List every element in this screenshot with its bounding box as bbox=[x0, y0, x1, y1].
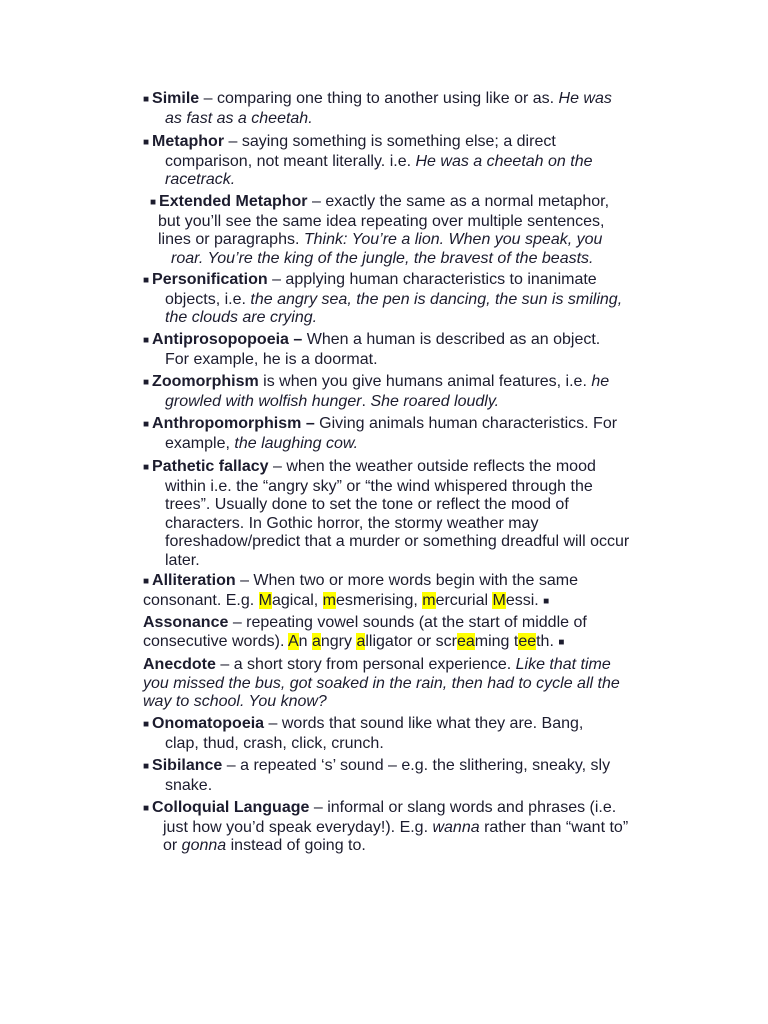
definition: – repeating vowel sounds (at the start of middle of bbox=[232, 614, 587, 631]
word-rest: essi. bbox=[505, 591, 539, 609]
example: She roared loudly. bbox=[370, 392, 500, 410]
bullet-icon: ■ bbox=[143, 462, 150, 473]
example: racetrack. bbox=[165, 171, 236, 188]
definition: – comparing one thing to another using like or as. bbox=[203, 90, 559, 107]
word-rest: esmerising, bbox=[336, 591, 423, 609]
entry-antiprosopopoeia bbox=[143, 331, 683, 369]
definition: – exactly the same as a normal metaphor, bbox=[311, 193, 610, 210]
highlight: m bbox=[322, 591, 336, 609]
definition: instead of going to. bbox=[226, 837, 366, 854]
definition: – words that sound like what they are. Bang, bbox=[268, 715, 584, 732]
definition: consonant. E.g. bbox=[143, 591, 259, 609]
word-rest: n bbox=[298, 632, 312, 650]
definition: – a short story from personal experience. bbox=[220, 656, 516, 673]
definition: comparison, not meant literally. i.e. bbox=[165, 152, 416, 170]
definition: is when you give humans animal features, i.e. bbox=[263, 373, 592, 390]
entry-simile bbox=[143, 90, 683, 128]
entry-alliteration bbox=[143, 572, 683, 611]
word-rest: agical, bbox=[271, 591, 323, 609]
definition: Giving animals human characteristics. For bbox=[319, 415, 618, 432]
definition: but you’ll see the same idea repeating over multiple sentences, bbox=[158, 212, 605, 230]
term: Zoomorphism bbox=[152, 373, 259, 390]
highlight: ee bbox=[518, 632, 537, 650]
entry-assonance bbox=[143, 614, 683, 652]
bullet-icon: ■ bbox=[558, 636, 565, 648]
term: Personification bbox=[152, 271, 268, 288]
definition: For example, he is a doormat. bbox=[165, 350, 378, 368]
bullet-icon: ■ bbox=[143, 377, 150, 388]
term: Alliteration bbox=[152, 572, 236, 589]
definition: – informal or slang words and phrases (i.e. bbox=[313, 799, 617, 816]
definition: characters. In Gothic horror, the stormy weather may bbox=[165, 514, 539, 532]
definition: snake. bbox=[165, 776, 213, 794]
term: Metaphor bbox=[152, 133, 225, 150]
example: he bbox=[591, 373, 610, 390]
example: He was a cheetah on the bbox=[415, 152, 593, 170]
definition: – When two or more words begin with the same bbox=[240, 572, 578, 589]
bullet-icon: ■ bbox=[143, 803, 150, 814]
highlight: a bbox=[356, 632, 366, 650]
bullet-icon: ■ bbox=[143, 275, 150, 286]
definition: rather than “want to” bbox=[479, 818, 629, 836]
bullet-icon: ■ bbox=[143, 761, 150, 772]
word-rest: ngry bbox=[320, 632, 357, 650]
definition: later. bbox=[165, 551, 200, 569]
bullet-icon: ■ bbox=[143, 137, 150, 148]
term: Simile bbox=[152, 90, 200, 107]
highlight: A bbox=[287, 632, 299, 650]
punctuation: . bbox=[361, 392, 371, 410]
definition: example, bbox=[165, 434, 235, 452]
example: the clouds are crying. bbox=[165, 309, 318, 326]
example: He was bbox=[558, 90, 612, 107]
definition: trees”. Usually done to set the tone or reflect the mood of bbox=[165, 496, 569, 513]
definition: When a human is described as an object. bbox=[306, 331, 601, 348]
entry-onomatopoeia bbox=[143, 715, 683, 753]
example: the angry sea, the pen is dancing, the sun is smiling, bbox=[250, 290, 623, 308]
entry-metaphor bbox=[143, 133, 683, 190]
bullet-icon: ■ bbox=[143, 335, 150, 346]
entry-sibilance bbox=[143, 757, 683, 795]
example: gonna bbox=[181, 837, 227, 854]
highlight: m bbox=[422, 591, 436, 609]
example: way to school bbox=[143, 693, 240, 710]
example: growled with wolfish hunger bbox=[165, 392, 362, 410]
example: as fast as a cheetah. bbox=[165, 109, 313, 127]
example: wanna bbox=[432, 818, 480, 836]
bullet-icon: ■ bbox=[143, 419, 150, 430]
term: Pathetic fallacy bbox=[152, 458, 269, 475]
definition: lines or paragraphs. bbox=[158, 231, 304, 248]
example: Think: You’re a lion. When you speak, you bbox=[303, 231, 603, 248]
definition: – applying human characteristics to inanimate bbox=[272, 271, 597, 288]
highlight: ea bbox=[456, 632, 475, 650]
term: Anthropomorphism – bbox=[152, 415, 315, 432]
bullet-icon: ■ bbox=[143, 719, 150, 730]
word-rest: th. bbox=[536, 632, 554, 650]
bullet-icon: ■ bbox=[143, 576, 150, 587]
definition: objects, i.e. bbox=[165, 290, 251, 308]
highlight: a bbox=[311, 632, 321, 650]
entry-extended-metaphor bbox=[150, 193, 690, 268]
entry-colloquial-language bbox=[143, 799, 683, 856]
entry-anthropomorphism bbox=[143, 415, 683, 453]
definition: foreshadow/predict that a murder or something dreadful will occur bbox=[165, 533, 630, 550]
term: Sibilance bbox=[152, 757, 223, 774]
definition: consecutive words). bbox=[143, 632, 288, 650]
definition: – saying something is something else; a direct bbox=[228, 133, 556, 150]
term: Onomatopoeia bbox=[152, 715, 265, 732]
definition: or bbox=[163, 837, 182, 854]
definition: clap, thud, crash, click, crunch. bbox=[165, 734, 384, 752]
bullet-icon: ■ bbox=[543, 595, 550, 607]
word-rest: ming t bbox=[474, 632, 519, 650]
term: Antiprosopopoeia – bbox=[152, 331, 303, 348]
highlight: M bbox=[492, 591, 506, 609]
example: roar. You’re the king of the jungle, the bravest of the beasts. bbox=[171, 249, 594, 267]
definition: within i.e. the “angry sky” or “the wind whispered through the bbox=[165, 477, 593, 495]
term: Assonance bbox=[143, 614, 229, 631]
example: Like that time bbox=[515, 656, 611, 673]
example: the laughing cow. bbox=[234, 434, 359, 452]
entry-anecdote bbox=[143, 656, 683, 712]
definition: – a repeated ‘s’ sound – e.g. the slithering, sneaky, sly bbox=[226, 757, 611, 774]
entry-pathetic-fallacy bbox=[143, 458, 683, 570]
example: . You know? bbox=[239, 693, 327, 710]
word-rest: ercurial bbox=[435, 591, 493, 609]
definition: – when the weather outside reflects the mood bbox=[273, 458, 596, 475]
term: Extended Metaphor bbox=[159, 193, 308, 210]
example: you missed the bus, got soaked in the rain, then had to cycle all the bbox=[143, 674, 620, 692]
entry-zoomorphism bbox=[143, 373, 683, 411]
bullet-icon: ■ bbox=[150, 197, 157, 208]
term: Anecdote bbox=[143, 656, 216, 673]
entry-personification bbox=[143, 271, 683, 328]
definition: just how you’d speak everyday!). E.g. bbox=[163, 818, 433, 836]
term: Colloquial Language bbox=[152, 799, 310, 816]
highlight: M bbox=[258, 591, 272, 609]
bullet-icon: ■ bbox=[143, 94, 150, 105]
word-rest: lligator or scr bbox=[365, 632, 457, 650]
